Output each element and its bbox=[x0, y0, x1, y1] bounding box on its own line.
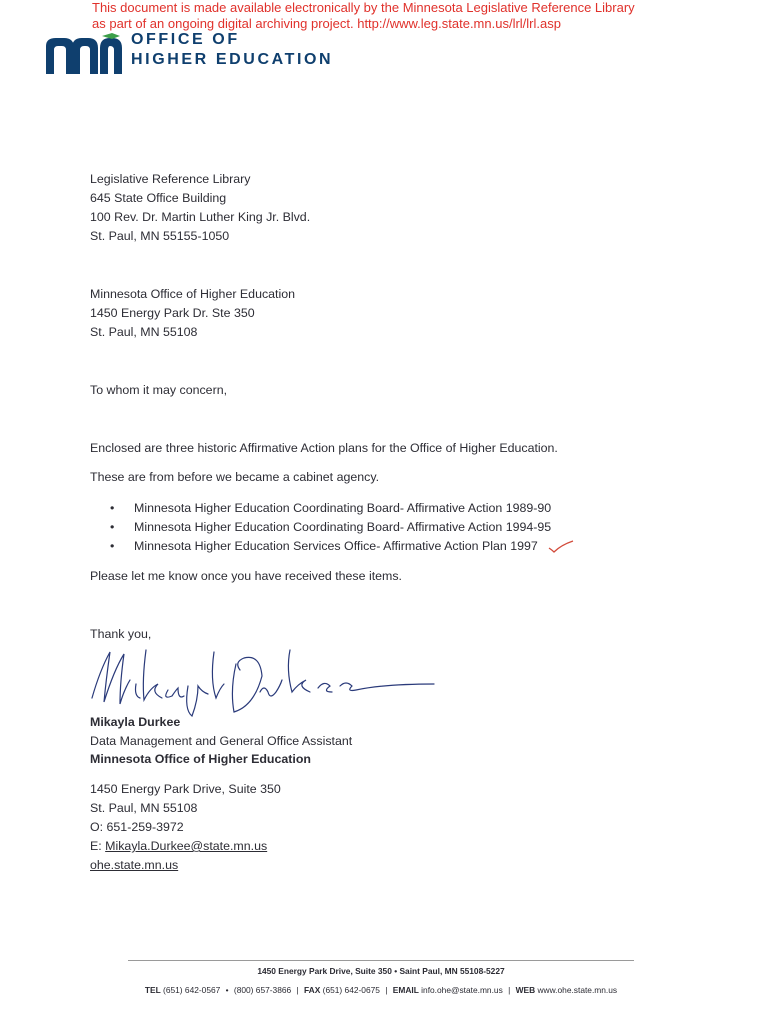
plan-list bbox=[110, 499, 575, 556]
closing: Thank you, bbox=[90, 627, 152, 641]
checkmark-icon bbox=[547, 540, 575, 554]
footer-web: www.ohe.state.mn.us bbox=[537, 985, 618, 995]
mn-logo-icon bbox=[42, 32, 124, 76]
sender-address bbox=[90, 285, 295, 342]
list-item bbox=[110, 537, 575, 556]
footer-separator: | bbox=[296, 985, 299, 995]
footer-separator: • bbox=[225, 985, 229, 995]
recipient-address bbox=[90, 170, 310, 246]
sender-line: 1450 Energy Park Dr. Ste 350 bbox=[90, 306, 255, 320]
list-item-text: Minnesota Higher Education Services Office- Affirmative Action Plan 1997 bbox=[134, 539, 538, 553]
footer-fax: (651) 642-0675 bbox=[322, 985, 380, 995]
signer-name: Mikayla Durkee bbox=[90, 715, 181, 729]
footer-email-label: EMAIL bbox=[392, 985, 419, 995]
logo-wordmark bbox=[131, 30, 333, 70]
footer-email: info.ohe@state.mn.us bbox=[421, 985, 503, 995]
salutation: To whom it may concern, bbox=[90, 383, 228, 397]
footer-divider bbox=[128, 960, 634, 961]
email-link[interactable]: Mikayla.Durkee@state.mn.us bbox=[105, 839, 268, 853]
logo-line1: OFFICE OF bbox=[131, 31, 240, 48]
sender-line: Minnesota Office of Higher Education bbox=[90, 287, 296, 301]
bullet-icon: • bbox=[110, 501, 115, 515]
footer-separator: | bbox=[508, 985, 511, 995]
contact-phone: O: 651-259-3972 bbox=[90, 820, 184, 834]
recipient-line: St. Paul, MN 55155-1050 bbox=[90, 229, 230, 243]
contact-address-1: 1450 Energy Park Drive, Suite 350 bbox=[90, 782, 281, 796]
archive-notice-line1: This document is made available electronically by the Minnesota Legislative Reference Library bbox=[92, 0, 635, 15]
contact-address-2: St. Paul, MN 55108 bbox=[90, 801, 198, 815]
list-item bbox=[110, 518, 575, 537]
body-paragraph-3: Please let me know once you have received these items. bbox=[90, 569, 402, 583]
contact-email-row bbox=[90, 837, 281, 856]
bullet-icon: • bbox=[110, 520, 115, 534]
body-paragraph-1: Enclosed are three historic Affirmative Action plans for the Office of Higher Education. bbox=[90, 441, 558, 455]
list-item-text: Minnesota Higher Education Coordinating Board- Affirmative Action 1994-95 bbox=[134, 520, 552, 534]
signature-icon bbox=[84, 640, 444, 720]
footer-address: 1450 Energy Park Drive, Suite 350 • Saint Paul, MN 55108-5227 bbox=[257, 966, 505, 976]
contact-block bbox=[90, 780, 281, 875]
website-link[interactable]: ohe.state.mn.us bbox=[90, 858, 179, 872]
body-paragraph-2: These are from before we became a cabinet agency. bbox=[90, 470, 380, 484]
footer-tel: (651) 642-0567 bbox=[163, 985, 221, 995]
footer-fax-label: FAX bbox=[304, 985, 321, 995]
list-item bbox=[110, 499, 575, 518]
footer-web-label: WEB bbox=[515, 985, 536, 995]
bullet-icon: • bbox=[110, 539, 115, 553]
recipient-line: Legislative Reference Library bbox=[90, 172, 251, 186]
footer-separator: | bbox=[385, 985, 388, 995]
sender-line: St. Paul, MN 55108 bbox=[90, 325, 198, 339]
signer-title: Data Management and General Office Assistant bbox=[90, 733, 353, 748]
contact-email-prefix: E: bbox=[90, 839, 106, 853]
signature-block bbox=[90, 713, 352, 769]
list-item-text: Minnesota Higher Education Coordinating Board- Affirmative Action 1989-90 bbox=[134, 501, 552, 515]
archive-notice-line2: as part of an ongoing digital archiving project. http://www.leg.state.mn.us/lrl/lrl.asp bbox=[92, 16, 561, 31]
footer-tel-alt: (800) 657-3866 bbox=[233, 985, 292, 995]
recipient-line: 100 Rev. Dr. Martin Luther King Jr. Blvd. bbox=[90, 210, 311, 224]
recipient-line: 645 State Office Building bbox=[90, 191, 227, 205]
footer-contacts bbox=[128, 985, 634, 995]
archive-notice bbox=[92, 0, 752, 32]
logo-line2: HIGHER EDUCATION bbox=[131, 51, 334, 68]
signer-org: Minnesota Office of Higher Education bbox=[90, 752, 311, 766]
footer-tel-label: TEL bbox=[144, 985, 161, 995]
